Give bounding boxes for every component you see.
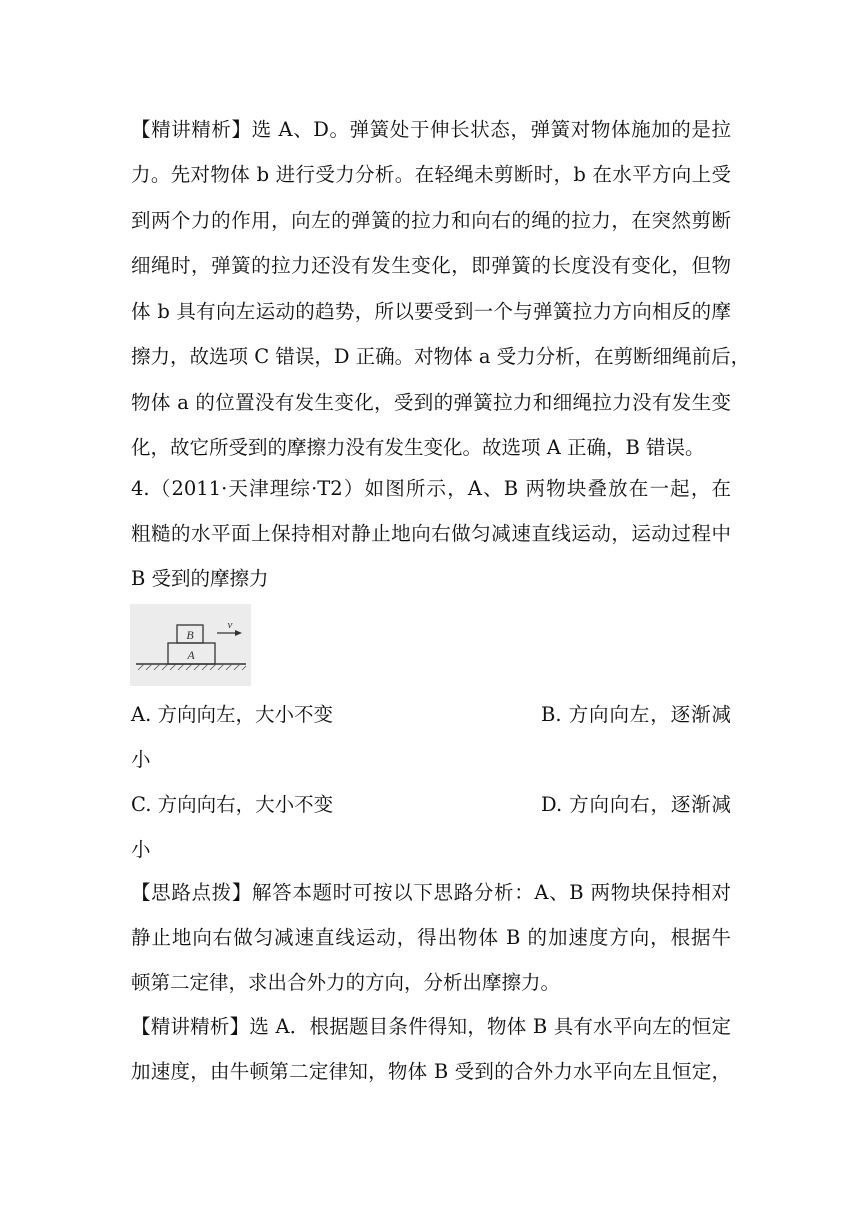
question-line: 粗糙的水平面上保持相对静止地向右做匀减速直线运动，运动过程中 (131, 522, 731, 545)
ground-hatching (138, 664, 246, 670)
option-b-wrap: 小 (131, 748, 151, 771)
hint-line: 顿第二定律，求出合外力的方向，分析出摩擦力。 (131, 971, 561, 994)
question-line: B 受到的摩擦力 (131, 567, 269, 590)
analysis-line: 【精讲精析】选 A．根据题目条件得知，物体 B 具有水平向左的恒定 (131, 1015, 731, 1038)
question-line: 4.（2011·天津理综·T2）如图所示，A、B 两物块叠放在一起，在 (131, 477, 731, 500)
analysis-line: 【精讲精析】选 A、D。弹簧处于伸长状态，弹簧对物体施加的是拉 (131, 118, 731, 141)
analysis-line: 力。先对物体 b 进行受力分析。在轻绳未剪断时，b 在水平方向上受 (131, 163, 731, 186)
hint-line: 静止地向右做匀减速直线运动，得出物体 B 的加速度方向，根据牛 (131, 926, 731, 949)
analysis-line: 化，故它所受到的摩擦力没有发生变化。故选项 A 正确，B 错误。 (131, 436, 705, 459)
option-b: B. 方向向左，逐渐减 (541, 703, 731, 726)
analysis-line: 擦力，故选项 C 错误，D 正确。对物体 a 受力分析，在剪断细绳前后， (131, 345, 751, 368)
velocity-arrowhead (235, 630, 242, 636)
blocks-figure (130, 604, 251, 686)
option-d: D. 方向向右，逐渐减 (541, 793, 731, 816)
option-c: C. 方向向右，大小不变 (131, 793, 334, 816)
option-d-wrap: 小 (131, 838, 151, 861)
option-a: A. 方向向左，大小不变 (131, 703, 333, 726)
label-b: B (186, 628, 194, 642)
analysis-line: 到两个力的作用，向左的弹簧的拉力和向右的绳的拉力，在突然剪断 (131, 209, 731, 232)
label-a: A (187, 648, 195, 662)
analysis-line: 加速度，由牛顿第二定律知，物体 B 受到的合外力水平向左且恒定， (131, 1060, 731, 1083)
analysis-line: 体 b 具有向左运动的趋势，所以要受到一个与弹簧拉力方向相反的摩 (131, 300, 731, 323)
hint-line: 【思路点拨】解答本题时可按以下思路分析：A、B 两物块保持相对 (131, 881, 731, 904)
analysis-line: 细绳时，弹簧的拉力还没有发生变化，即弹簧的长度没有变化，但物 (131, 254, 731, 277)
label-v: v (227, 619, 233, 631)
analysis-line: 物体 a 的位置没有发生变化，受到的弹簧拉力和细绳拉力没有发生变 (131, 391, 731, 414)
